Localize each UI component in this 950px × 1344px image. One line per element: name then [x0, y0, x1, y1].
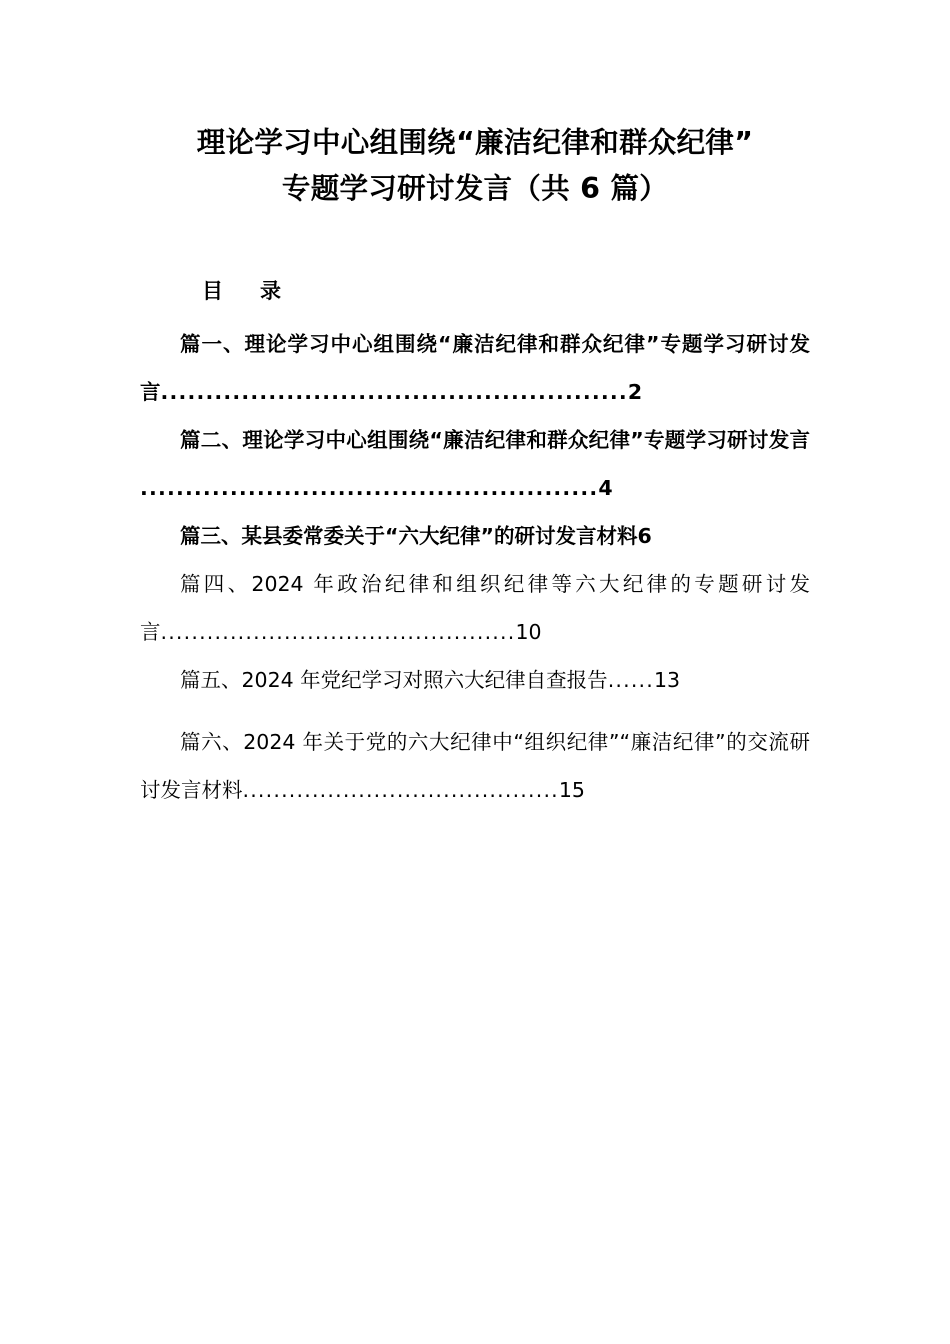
page-title	[140, 120, 810, 212]
toc-page-number: 10	[515, 620, 542, 644]
toc-entry-label: 篇一、理论学习中心组围绕“廉洁纪律和群众纪律”专题学习研讨发言	[140, 332, 810, 404]
toc-entry-label: 篇六、2024 年关于党的六大纪律中“组织纪律”“廉洁纪律”的交流研讨发言材料	[140, 730, 810, 802]
toc-entry[interactable]	[140, 560, 810, 656]
toc-entry-label: 篇二、理论学习中心组围绕“廉洁纪律和群众纪律”专题学习研讨发言	[180, 428, 810, 452]
toc-leader-dots: ..............................................	[160, 620, 516, 644]
toc-entry[interactable]	[140, 718, 810, 814]
toc-entry[interactable]	[140, 656, 810, 704]
toc-page-number: 6	[637, 524, 652, 548]
toc-entry-label: 篇四、2024 年政治纪律和组织纪律等六大纪律的专题研讨发言	[140, 572, 810, 644]
toc-page-number: 2	[627, 380, 643, 404]
toc-entry-label: 篇三、某县委常委关于“六大纪律”的研讨发言材料	[180, 524, 638, 548]
toc-spacer	[140, 704, 810, 718]
toc-entry[interactable]	[140, 320, 810, 416]
toc-page-number: 15	[558, 778, 585, 802]
page-title-line-1: 理论学习中心组围绕“廉洁纪律和群众纪律”	[196, 126, 754, 159]
toc-leader-dots: ......	[607, 668, 654, 692]
toc-leader-dots: ....................................................	[160, 380, 628, 404]
page-title-line-2: 专题学习研讨发言（共 6 篇）	[281, 172, 669, 205]
toc-entry-label: 篇五、2024 年党纪学习对照六大纪律自查报告	[180, 668, 608, 692]
toc-entry[interactable]	[140, 512, 810, 560]
toc-leader-dots: ...................................................	[140, 476, 599, 500]
toc-heading: 目 录	[202, 279, 289, 303]
toc-entry[interactable]	[140, 416, 810, 512]
toc-page-number: 4	[598, 476, 613, 500]
toc-leader-dots: .........................................	[242, 778, 559, 802]
toc-page-number: 13	[654, 668, 681, 692]
table-of-contents	[140, 320, 810, 814]
